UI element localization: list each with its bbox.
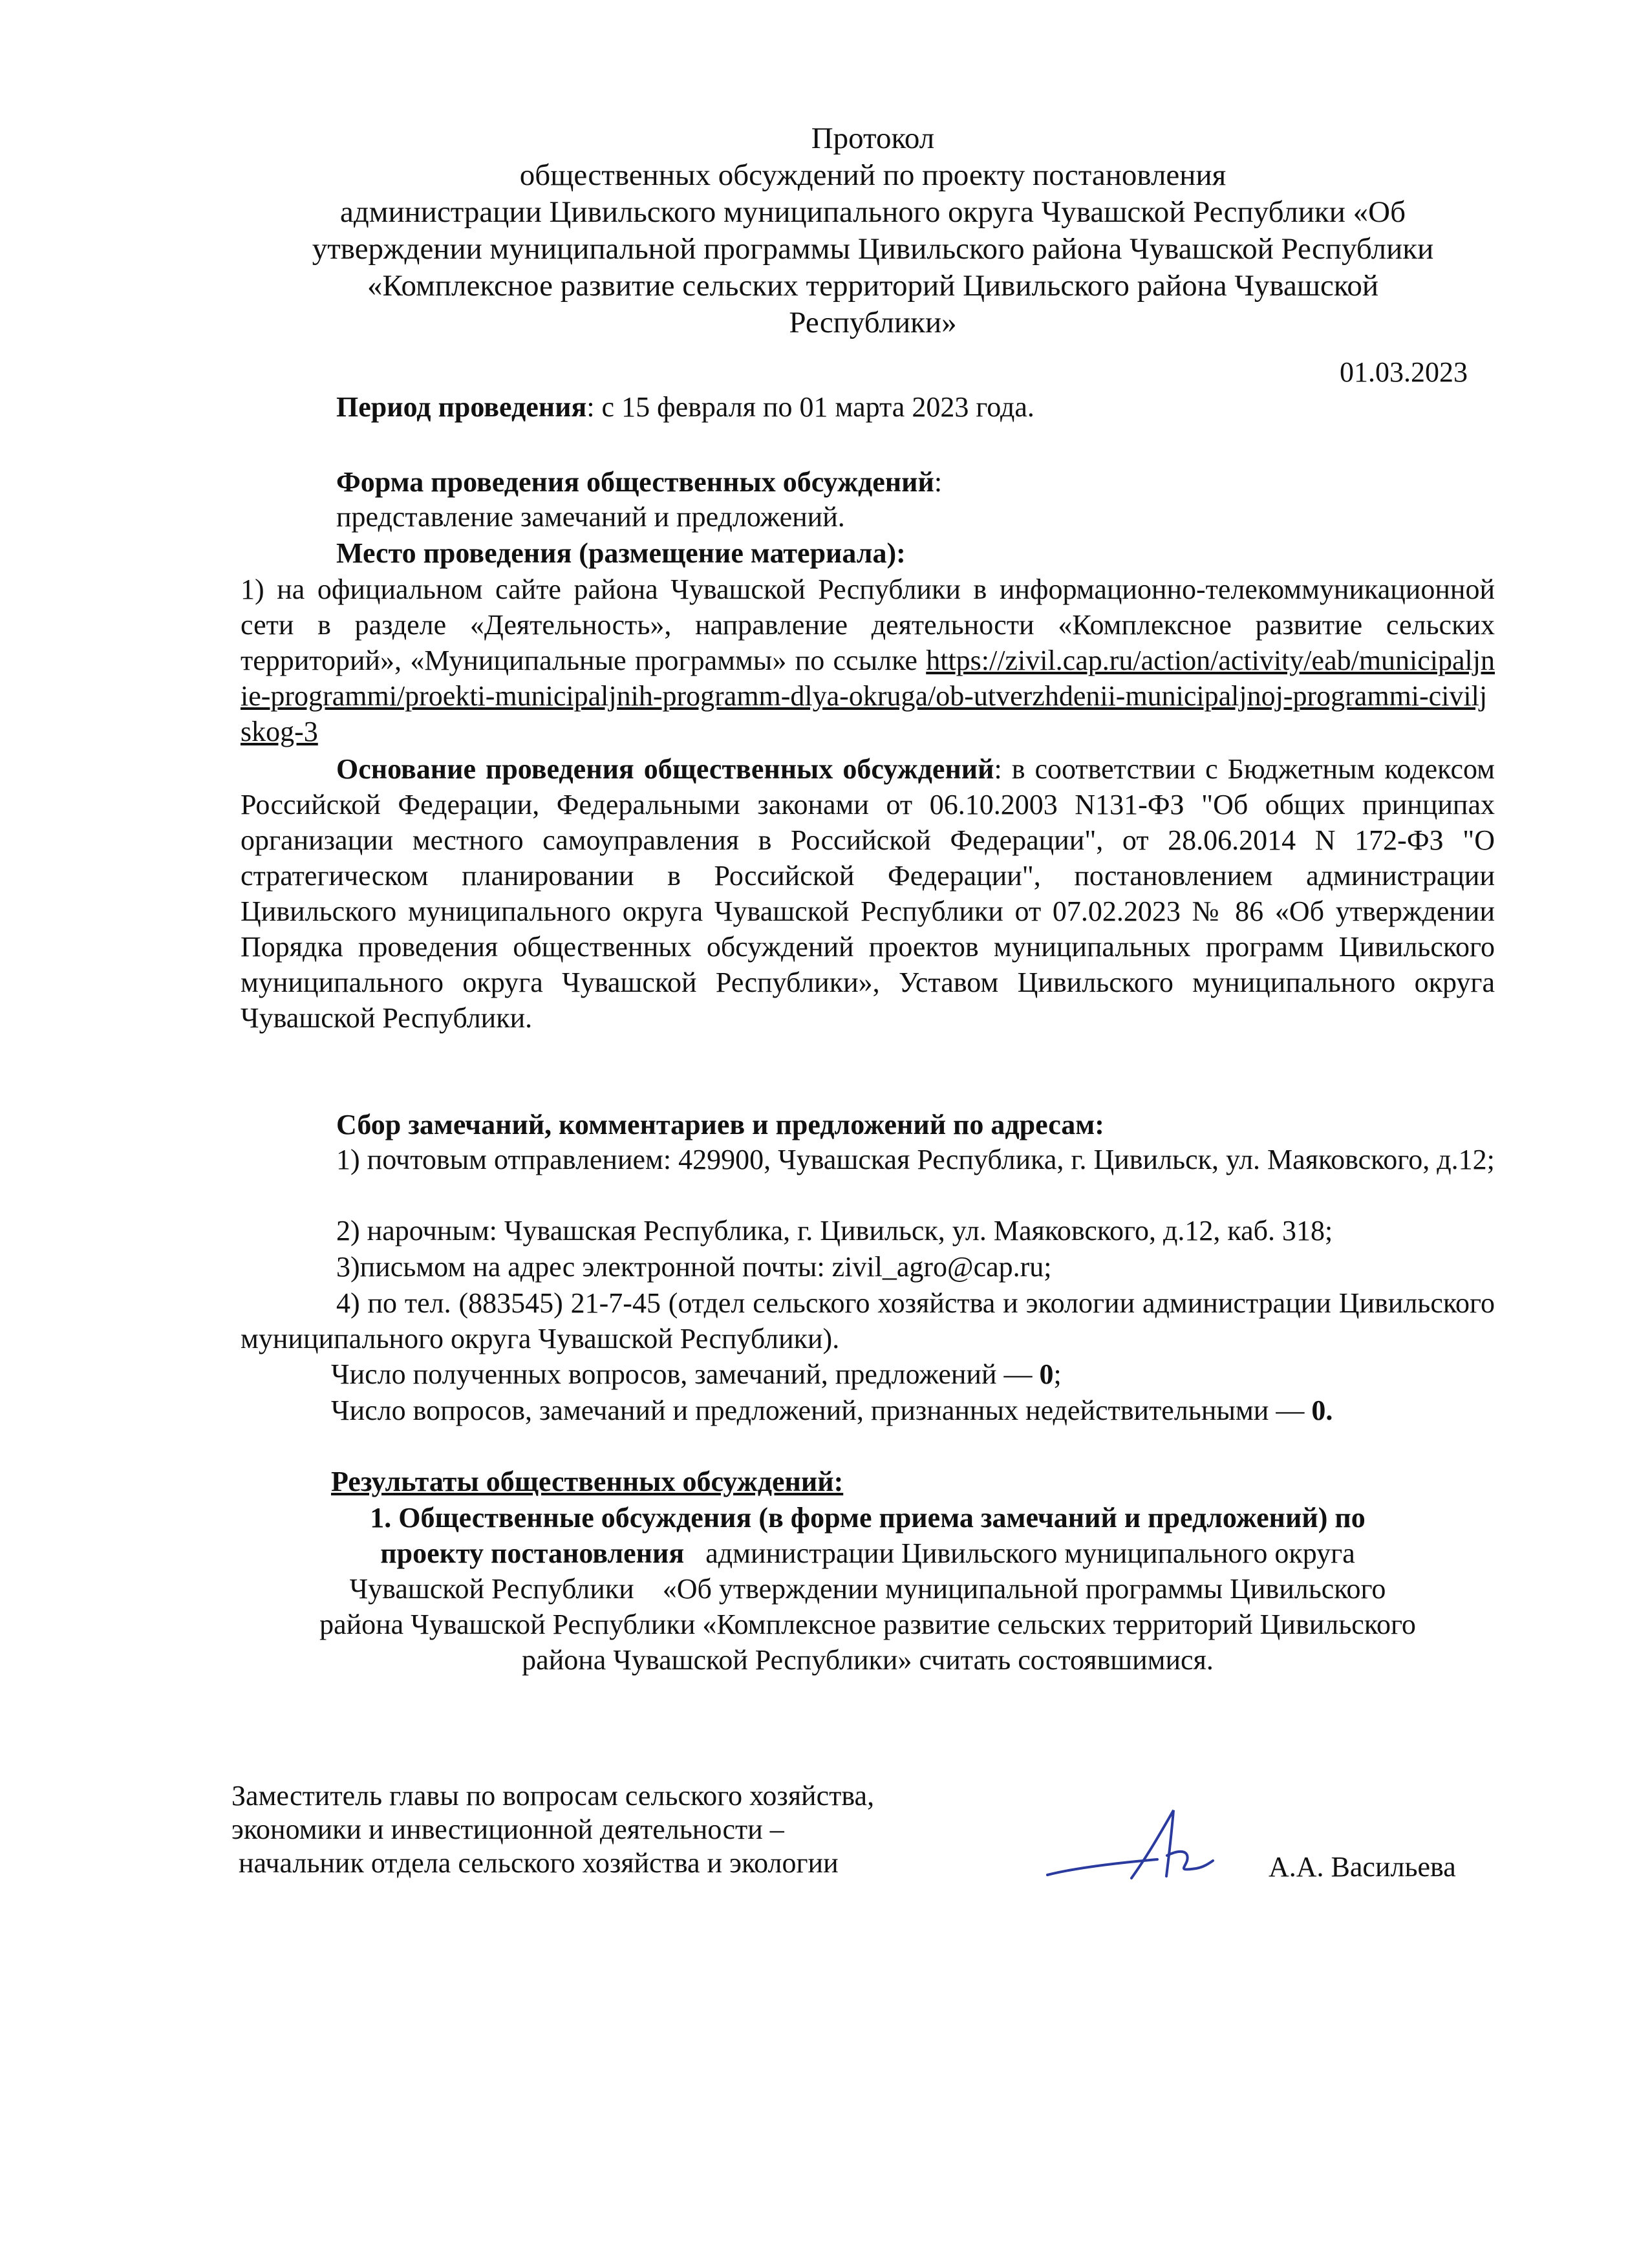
- results-line-2-rest: администрации Цивильского муниципального округа: [684, 1537, 1355, 1569]
- title-line-1: общественных обсуждений по проекту постановления: [519, 158, 1227, 192]
- form-colon: :: [934, 466, 943, 498]
- results-line-2-bold: проекту постановления: [380, 1537, 685, 1569]
- form-value: представление замечаний и предложений.: [336, 501, 845, 533]
- collect-item-1: 1) почтовым отправлением: 429900, Чувашская Республика, г. Цивильск, ул. Маяковского, д.12;: [336, 1144, 1495, 1175]
- document-title: Протокол: [811, 122, 935, 155]
- count-received-value: 0: [1039, 1358, 1054, 1390]
- form-label: Форма проведения общественных обсуждений: [336, 466, 934, 498]
- basis-paragraph: [241, 751, 1495, 1036]
- title-line-5: Республики»: [789, 306, 957, 339]
- collect-item-2: 2) нарочным: Чувашская Республика, г. Цивильск, ул. Маяковского, д.12, каб. 318;: [336, 1215, 1333, 1246]
- collect-label: Сбор замечаний, комментариев и предложений по адресам:: [336, 1109, 1104, 1140]
- place-label: Место проведения (размещение материала):: [336, 537, 906, 569]
- document-date: 01.03.2023: [1340, 356, 1468, 388]
- collect-item-4: 4) по тел. (883545) 21-7-45 (отдел сельского хозяйства и экологии администрации Цивильского муниципального округа Чувашской Республики).: [241, 1287, 1495, 1354]
- results-block: [241, 1500, 1495, 1678]
- signer-position: [231, 1779, 1007, 1880]
- title-line-3: утверждении муниципальной программы Цивильского района Чувашской Республики: [312, 232, 1434, 266]
- results-line-2: [241, 1535, 1495, 1571]
- count-received: [331, 1356, 1062, 1392]
- count-received-label: Число полученных вопросов, замечаний, предложений —: [331, 1358, 1040, 1390]
- signer-position-line-1: Заместитель главы по вопросам сельского хозяйства,: [231, 1780, 875, 1812]
- period-label: Период проведения: [336, 391, 587, 423]
- count-invalid-value: 0.: [1311, 1395, 1333, 1426]
- signer-position-line-2: экономики и инвестиционной деятельности –: [231, 1813, 784, 1845]
- handwritten-signature: [1034, 1804, 1241, 1894]
- basis-text: : в соответствии с Бюджетным кодексом Российской Федерации, Федеральными законами от 06.10.2003 N131-ФЗ "Об общих принципах организации местного самоуправления в Российской Федерации", от 28.06.2014 N 172-ФЗ "О стратегическом планировании в Российской Федерации", постановлением администрации Цивильского муниципального округа Чувашской Республики от 07.02.2023 № 86 «Об утверждении Порядка проведения общественных обсуждений проектов муниципальных программ Цивильского муниципального округа Чувашской Республики», Уставом Цивильского муниципального округа Чувашской Республики.: [241, 753, 1495, 1034]
- collect-item-3: 3)письмом на адрес электронной почты: zivil_agro@cap.ru;: [336, 1251, 1052, 1283]
- title-block: [246, 120, 1500, 341]
- results-line-5: района Чувашской Республики» считать состоявшимися.: [522, 1644, 1214, 1676]
- period-line: [336, 389, 1034, 425]
- results-heading: Результаты общественных обсуждений:: [331, 1466, 844, 1497]
- count-invalid: [331, 1393, 1333, 1428]
- signer-position-line-3: начальник отдела сельского хозяйства и экологии: [231, 1847, 839, 1879]
- form-line: [336, 464, 942, 500]
- results-line-3: Чувашской Республики «Об утверждении муниципальной программы Цивильского: [349, 1573, 1386, 1605]
- period-value: : с 15 февраля по 01 марта 2023 года.: [586, 391, 1034, 423]
- results-line-4: района Чувашской Республики «Комплексное развитие сельских территорий Цивильского: [319, 1609, 1416, 1640]
- title-line-2: администрации Цивильского муниципального округа Чувашской Республики «Об: [339, 195, 1406, 229]
- count-invalid-label: Число вопросов, замечаний и предложений, признанных недействительными —: [331, 1395, 1312, 1426]
- title-line-4: «Комплексное развитие сельских территорий Цивильского района Чувашской: [367, 269, 1378, 303]
- signer-name: А.А. Васильева: [1269, 1851, 1456, 1883]
- place-text: 1) на официальном сайте района Чувашской Республики в информационно-телекоммуникационной сети в разделе «Деятельность», направление деятельности «Комплексное развитие сельских территорий», «Муниципальные программы» по ссылке: [241, 573, 1495, 676]
- basis-label: Основание проведения общественных обсуждений: [336, 753, 994, 785]
- place-paragraph: [241, 572, 1495, 749]
- place-link[interactable]: https://zivil.cap.ru/action/activity/eab/municipaljnie-programmi/proekti-municipaljnih-programm-dlya-okruga/ob-utverzhdenii-municipaljnoj-programmi-civiljskog-3: [241, 645, 1495, 747]
- results-line-1: 1. Общественные обсуждения (в форме приема замечаний и предложений) по: [370, 1502, 1366, 1534]
- count-received-end: ;: [1053, 1358, 1062, 1390]
